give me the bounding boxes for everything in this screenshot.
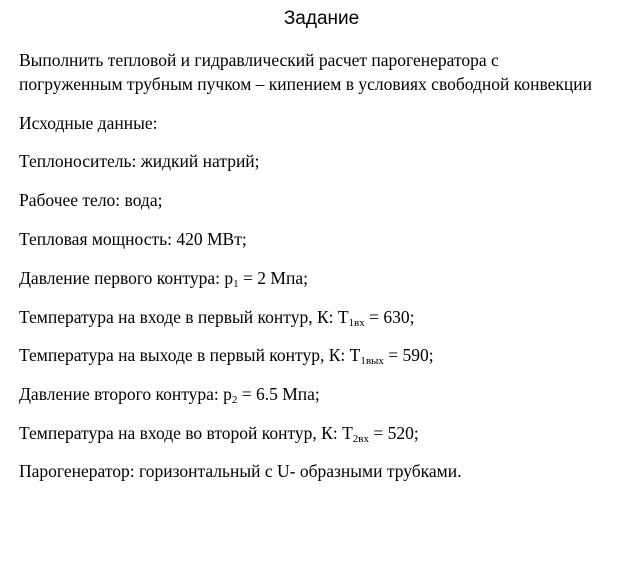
param-primary-outlet-temp-value: = 590; bbox=[383, 345, 434, 365]
param-primary-pressure-value: = 2 Мпа; bbox=[238, 268, 308, 288]
param-secondary-pressure bbox=[19, 384, 320, 404]
param-secondary-pressure-subscript: 2 bbox=[231, 394, 238, 406]
param-primary-inlet-temp-value: = 630; bbox=[364, 307, 415, 327]
param-working-fluid: Рабочее тело: вода; bbox=[19, 190, 163, 210]
param-secondary-inlet-temp-subscript: 2вх bbox=[352, 433, 369, 445]
param-secondary-pressure-text: Давление второго контура: p bbox=[19, 384, 232, 404]
param-primary-inlet-temp-text: Температура на входе в первый контур, К: T bbox=[19, 307, 349, 327]
param-thermal-power: Тепловая мощность: 420 МВт; bbox=[19, 229, 247, 249]
page-title: Задание bbox=[283, 8, 360, 29]
param-primary-pressure-subscript: 1 bbox=[233, 278, 239, 290]
param-steam-generator: Парогенератор: горизонтальный с U- образными трубками. bbox=[19, 461, 462, 481]
param-secondary-pressure-value: = 6.5 Мпа; bbox=[237, 384, 320, 404]
param-primary-inlet-temp bbox=[19, 307, 414, 327]
task-line-1: Выполнить тепловой и гидравлический расчет парогенератора с bbox=[19, 50, 499, 70]
param-secondary-inlet-temp bbox=[19, 423, 419, 443]
param-primary-pressure-text: Давление первого контура: p bbox=[19, 268, 234, 288]
param-primary-outlet-temp-subscript: 1вых bbox=[360, 355, 384, 367]
param-primary-outlet-temp bbox=[19, 345, 434, 365]
param-primary-inlet-temp-subscript: 1вх bbox=[348, 317, 365, 329]
param-secondary-inlet-temp-text: Температура на входе во второй контур, К: T bbox=[19, 423, 353, 443]
param-secondary-inlet-temp-value: = 520; bbox=[368, 423, 419, 443]
task-line-2: погруженным трубным пучком – кипением в условиях свободной конвекции bbox=[19, 74, 593, 94]
input-heading: Исходные данные: bbox=[19, 113, 158, 133]
param-coolant: Теплоноситель: жидкий натрий; bbox=[19, 151, 260, 171]
param-primary-outlet-temp-text: Температура на выходе в первый контур, К: T bbox=[19, 345, 361, 365]
param-primary-pressure bbox=[19, 268, 308, 288]
